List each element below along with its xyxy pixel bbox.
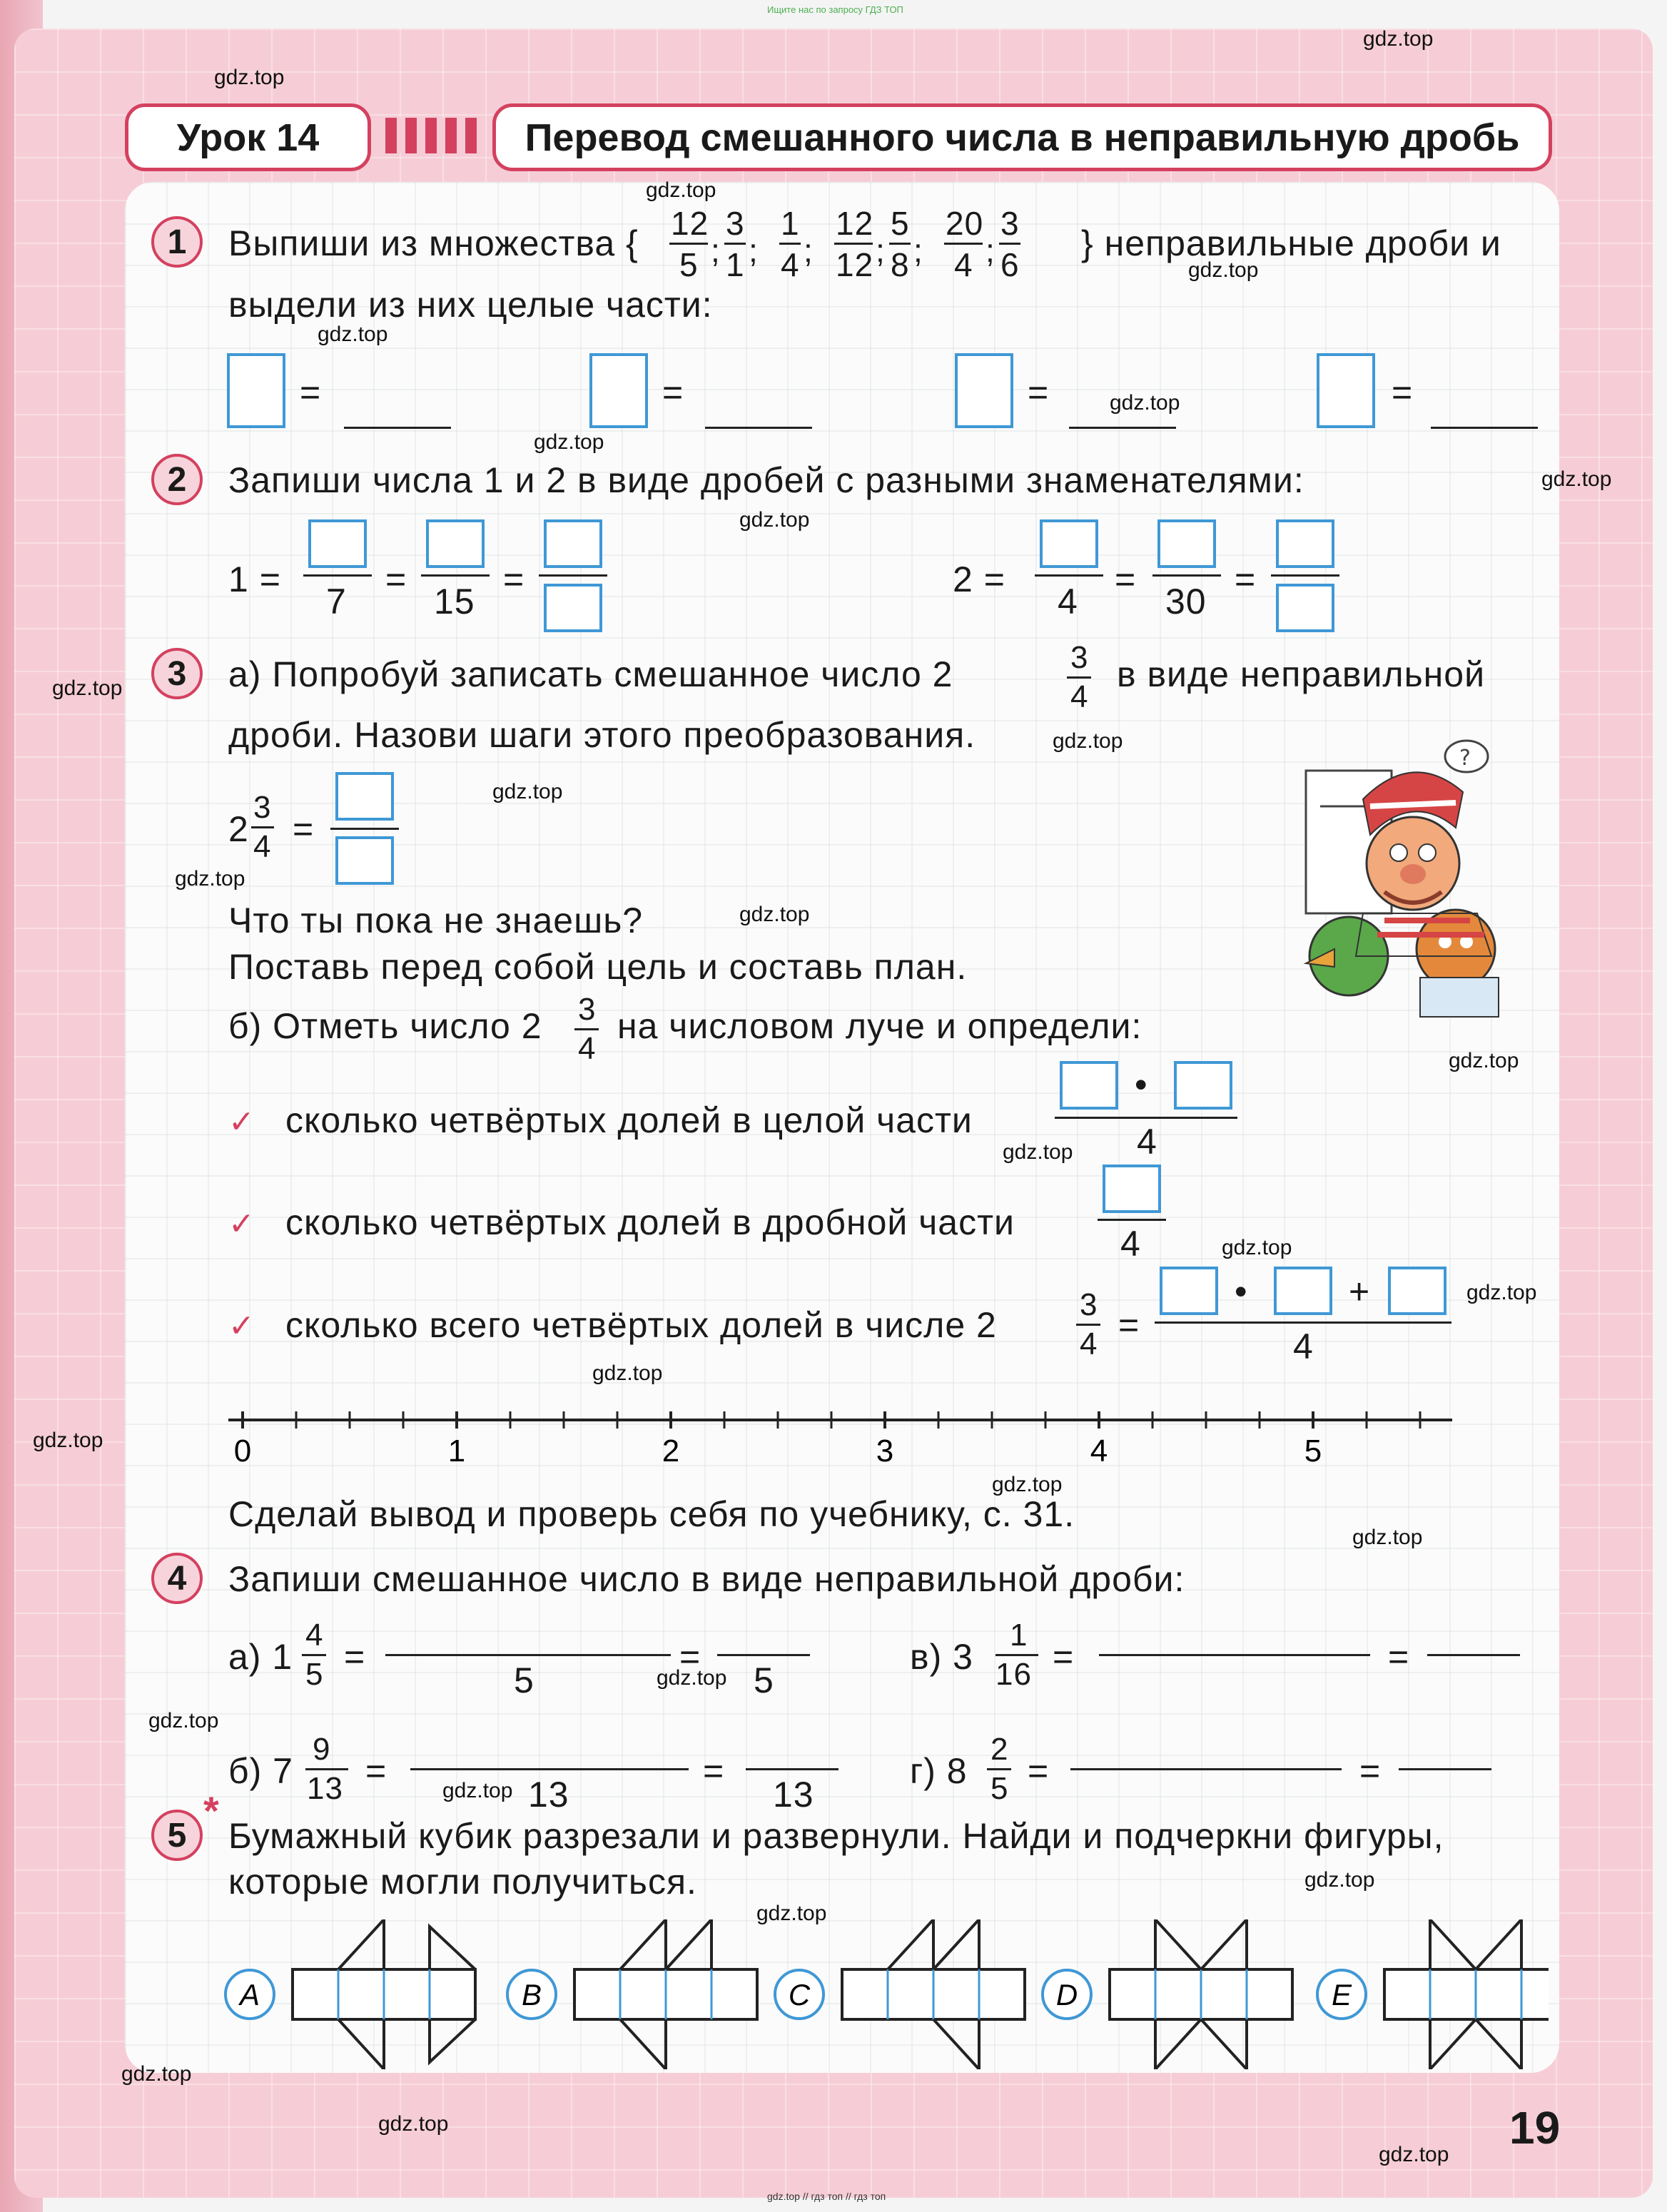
option-label: A	[239, 1978, 260, 2011]
equals-sign: =	[1388, 1637, 1410, 1677]
fraction-bar	[669, 243, 708, 245]
one-equals: 1 =	[228, 559, 281, 599]
ray-label: 2	[662, 1434, 680, 1463]
task3-b-text-end: на числовом луче и определи:	[617, 1006, 1142, 1046]
set-numerator: 1	[781, 205, 800, 242]
answer-box-1b[interactable]	[589, 353, 648, 428]
net-flap	[1476, 1919, 1521, 1969]
net-flap	[1476, 2019, 1521, 2069]
numerator-box[interactable]	[1174, 1061, 1232, 1110]
watermark: gdz.top	[1053, 729, 1123, 753]
equals-sign: =	[1359, 1751, 1382, 1791]
ray-label: 5	[1304, 1434, 1322, 1463]
denominator-15: 15	[434, 582, 475, 622]
multiply-dot: •	[1235, 1272, 1248, 1312]
fraction-bar	[1271, 574, 1339, 577]
numerator-box[interactable]	[426, 519, 485, 568]
equals-sign: =	[1118, 1305, 1140, 1345]
answer-line-v2[interactable]	[1427, 1654, 1520, 1656]
denominator-5: 5	[754, 1660, 774, 1700]
task1-text-line2: выдели из них целые части:	[228, 285, 713, 325]
answer-line-1a[interactable]	[344, 427, 451, 429]
net-flap	[620, 2019, 666, 2069]
equals-sign: =	[365, 1751, 387, 1791]
multiply-dot: •	[1135, 1065, 1148, 1105]
answer-box-1a[interactable]	[227, 353, 285, 428]
number-ray[interactable]	[228, 1399, 1456, 1463]
mixed-whole: 2	[228, 809, 249, 849]
answer-line-1c[interactable]	[1069, 427, 1176, 429]
cube-nets	[221, 1919, 1549, 2069]
mixed-numerator: 4	[305, 1618, 324, 1653]
set-denominator: 6	[1000, 246, 1020, 283]
task5-text-line1: Бумажный кубик разрезали и развернули. Найди и подчеркни фигуры,	[228, 1816, 1444, 1856]
set-numerator: 3	[726, 205, 745, 242]
answer-line-v[interactable]	[1099, 1654, 1370, 1656]
watermark: gdz.top	[1003, 1140, 1073, 1164]
set-separator: ;	[804, 232, 814, 269]
watermark: gdz.top	[318, 323, 388, 346]
numerator-box[interactable]	[1160, 1267, 1218, 1315]
task4-text: Запиши смешанное число в виде неправильной дроби:	[228, 1559, 1185, 1599]
equals-sign: =	[1235, 559, 1257, 599]
set-denominator: 4	[781, 246, 800, 283]
equals-sign: =	[679, 1637, 701, 1677]
set-numerator: 5	[891, 205, 910, 242]
denominator-box[interactable]	[335, 836, 394, 885]
equals-sign: =	[1115, 559, 1137, 599]
watermark: gdz.top	[1352, 1526, 1423, 1549]
set-separator: ;	[711, 232, 721, 269]
fraction-bar	[995, 1654, 1038, 1656]
numerator-box[interactable]	[1274, 1267, 1332, 1315]
goal-text: Поставь перед собой цель и составь план.	[228, 947, 968, 987]
total-parts-question: сколько всего четвёртых долей в числе 2	[285, 1305, 997, 1345]
task3-a-line2: дроби. Назови шаги этого преобразования.	[228, 715, 976, 755]
watermark: gdz.top	[592, 1361, 663, 1385]
equals-sign: =	[503, 559, 525, 599]
set-denominator: 1	[726, 246, 745, 283]
option-label: E	[1331, 1978, 1352, 2011]
mixed-numerator: 2	[990, 1732, 1009, 1767]
fraction-bar	[539, 574, 607, 577]
denominator-7: 7	[326, 582, 347, 622]
fraction-bar	[889, 243, 911, 245]
mixed-denominator: 4	[1070, 679, 1089, 714]
watermark: gdz.top	[992, 1473, 1063, 1496]
watermark: gdz.top	[214, 66, 285, 89]
set-numerator: 3	[1000, 205, 1020, 242]
net-flap	[430, 1927, 475, 1969]
item-b-label: б) 7	[228, 1751, 293, 1791]
net-option-d[interactable]	[1043, 1919, 1292, 2069]
answer-line-g[interactable]	[1070, 1768, 1342, 1770]
equals-sign: =	[1392, 372, 1414, 412]
watermark: gdz.top	[1304, 1868, 1375, 1892]
net-flap	[1430, 1919, 1476, 1969]
set-denominator: 4	[954, 246, 973, 283]
footer-note: gdz.top // гдз топ // гдз топ	[767, 2191, 886, 2202]
fraction-bar	[251, 826, 274, 828]
task3-b-text: б) Отметь число 2	[228, 1006, 542, 1046]
item-g-label: г) 8	[910, 1751, 968, 1791]
net-option-b[interactable]	[507, 1919, 757, 2069]
answer-box-1d[interactable]	[1317, 353, 1375, 428]
check-icon: ✓	[228, 1309, 255, 1344]
watermark: gdz.top	[33, 1429, 103, 1452]
mixed-numerator: 3	[1080, 1287, 1098, 1322]
fraction-bar	[1035, 574, 1103, 577]
fraction-bar	[574, 1028, 599, 1030]
fraction-bar	[1155, 1321, 1451, 1324]
fraction-bar	[944, 243, 983, 245]
mixed-denominator: 5	[305, 1657, 324, 1692]
net-flap	[666, 1919, 711, 1969]
task1-text-start: Выпиши из множества {	[228, 223, 639, 263]
fraction-bar	[1098, 1219, 1166, 1221]
set-denominator: 12	[836, 246, 874, 283]
set-numerator: 12	[671, 205, 709, 242]
watermark: gdz.top	[1379, 2143, 1449, 2166]
equals-sign: =	[344, 1637, 366, 1677]
lesson-title: Перевод смешанного числа в неправильную дробь	[492, 103, 1552, 171]
question-text: Что ты пока не знаешь?	[228, 900, 644, 940]
set-numerator: 20	[946, 205, 984, 242]
denominator-4: 4	[1120, 1224, 1141, 1264]
task5-text-line2: которые могли получиться.	[228, 1862, 697, 1902]
numerator-box[interactable]	[1060, 1061, 1118, 1110]
fraction-bar	[330, 828, 399, 830]
watermark: gdz.top	[534, 430, 604, 454]
numerator-box[interactable]	[544, 519, 602, 568]
mixed-numerator: 1	[1010, 1618, 1028, 1653]
equals-sign: =	[385, 559, 407, 599]
denominator-box[interactable]	[1276, 584, 1334, 632]
fraction-bar	[1076, 1324, 1100, 1326]
answer-line-a[interactable]	[385, 1654, 671, 1656]
denominator-box[interactable]	[544, 584, 602, 632]
fraction-bar	[1152, 574, 1221, 577]
numerator-box[interactable]	[1103, 1165, 1161, 1213]
net-flap	[430, 2019, 475, 2062]
answer-line-b[interactable]	[410, 1768, 689, 1770]
set-denominator: 8	[891, 246, 910, 283]
denominator-5: 5	[514, 1660, 534, 1700]
denominator-4: 4	[1058, 582, 1078, 622]
header-stripes	[385, 118, 485, 153]
star-icon: *	[203, 1788, 219, 1833]
numerator-box[interactable]	[335, 772, 394, 821]
equals-sign: =	[1028, 372, 1050, 412]
equals-sign: =	[662, 372, 684, 412]
task-number-2: 2	[151, 454, 203, 505]
watermark: gdz.top	[148, 1709, 219, 1732]
net-flap	[1201, 1919, 1247, 1969]
mixed-denominator: 4	[578, 1031, 597, 1066]
denominator-4: 4	[1137, 1122, 1157, 1162]
watermark: gdz.top	[492, 780, 563, 803]
watermark: gdz.top	[646, 178, 716, 202]
lesson-label: Урок 14	[125, 103, 371, 171]
set-separator: ;	[985, 232, 995, 269]
numerator-box[interactable]	[308, 519, 367, 568]
net-option-a[interactable]	[226, 1919, 475, 2069]
watermark: gdz.top	[442, 1779, 513, 1802]
answer-line-1d[interactable]	[1431, 427, 1538, 429]
svg-text:?: ?	[1459, 746, 1471, 771]
conclusion-text: Сделай вывод и проверь себя по учебнику, с. 31.	[228, 1494, 1075, 1534]
option-label: D	[1055, 1978, 1078, 2011]
equals-sign: =	[703, 1751, 725, 1791]
mixed-denominator: 4	[1080, 1326, 1098, 1361]
answer-line-b2[interactable]	[746, 1768, 838, 1770]
task-number-3: 3	[151, 648, 203, 699]
net-option-e[interactable]	[1317, 1919, 1549, 2069]
page-number: 19	[1509, 2102, 1561, 2153]
denominator-13: 13	[773, 1775, 814, 1815]
answer-line-a2[interactable]	[717, 1654, 810, 1656]
mixed-numerator: 3	[578, 992, 597, 1027]
watermark: gdz.top	[739, 508, 810, 532]
mixed-denominator: 13	[307, 1771, 343, 1806]
task3-a-text-end: в виде неправильной	[1117, 654, 1485, 694]
mixed-numerator: 3	[253, 790, 272, 825]
watermark: gdz.top	[52, 676, 123, 700]
mixed-denominator: 5	[990, 1771, 1009, 1806]
task2-text: Запиши числа 1 и 2 в виде дробей с разными знаменателями:	[228, 460, 1304, 500]
net-flap	[933, 1919, 979, 1969]
option-label: C	[788, 1978, 811, 2011]
fraction-bar	[1055, 1117, 1237, 1119]
net-flap	[1201, 2019, 1247, 2069]
fraction-set	[671, 207, 1070, 285]
task-number-1: 1	[151, 216, 203, 268]
task1-text-end: } неправильные дроби и	[1081, 223, 1501, 263]
watermark: gdz.top	[1541, 467, 1612, 491]
answer-box-1c[interactable]	[955, 353, 1013, 428]
plus-sign: +	[1349, 1272, 1371, 1312]
numerator-box[interactable]	[1040, 519, 1098, 568]
fraction-bar	[302, 1654, 326, 1656]
set-separator: ;	[913, 232, 923, 269]
set-separator: ;	[749, 232, 759, 269]
net-flap	[888, 1919, 933, 1969]
item-a-label: а) 1	[228, 1637, 293, 1677]
equals-sign: =	[1053, 1637, 1075, 1677]
task-number-5: 5	[151, 1810, 203, 1861]
whole-part-question: сколько четвёртых долей в целой части	[285, 1100, 973, 1140]
net-flap	[1155, 2019, 1201, 2069]
option-label: B	[521, 1978, 542, 2011]
item-v-label: в) 3	[910, 1637, 973, 1677]
mixed-numerator: 9	[313, 1732, 331, 1767]
set-denominator: 5	[679, 246, 699, 283]
watermark: gdz.top	[1110, 391, 1180, 415]
top-note: Ищите нас по запросу ГДЗ ТОП	[767, 4, 903, 15]
mixed-denominator: 16	[995, 1657, 1032, 1692]
fraction-bar	[303, 574, 372, 577]
fraction-bar	[305, 1768, 348, 1770]
answer-line-g2[interactable]	[1399, 1768, 1491, 1770]
ray-label: 4	[1090, 1434, 1108, 1463]
equals-sign: =	[300, 372, 322, 412]
fraction-bar	[834, 243, 873, 245]
fraction-bar	[987, 1768, 1011, 1770]
ray-label: 3	[876, 1434, 894, 1463]
net-flap	[933, 2019, 979, 2069]
denominator-30: 30	[1165, 582, 1207, 622]
denominator-4: 4	[1293, 1326, 1314, 1366]
ray-label: 1	[447, 1434, 466, 1463]
check-icon: ✓	[228, 1105, 255, 1140]
net-strip	[1384, 1969, 1549, 2019]
fraction-bar	[999, 243, 1020, 245]
watermark: gdz.top	[378, 2112, 449, 2136]
net-flap	[1430, 2019, 1476, 2069]
watermark: gdz.top	[1466, 1281, 1537, 1304]
numerator-box[interactable]	[1157, 519, 1216, 568]
net-flap	[338, 1919, 384, 1969]
watermark: gdz.top	[756, 1902, 827, 1925]
watermark: gdz.top	[121, 2062, 192, 2086]
answer-line-1b[interactable]	[705, 427, 812, 429]
mixed-denominator: 4	[253, 829, 272, 864]
watermark: gdz.top	[1222, 1236, 1292, 1259]
fraction-bar	[724, 243, 746, 245]
equals-sign: =	[1028, 1751, 1050, 1791]
watermark: gdz.top	[175, 867, 245, 891]
net-flap	[1155, 1919, 1201, 1969]
net-option-c[interactable]	[775, 1919, 1025, 2069]
task-number-4: 4	[151, 1553, 203, 1604]
fraction-bar	[1067, 676, 1091, 679]
watermark: gdz.top	[1449, 1049, 1519, 1072]
numerator-box[interactable]	[1276, 519, 1334, 568]
set-separator: ;	[876, 232, 886, 269]
task3-a-text: а) Попробуй записать смешанное число 2	[228, 654, 953, 694]
denominator-13: 13	[528, 1775, 569, 1815]
ray-label: 0	[233, 1434, 252, 1463]
fraction-bar	[421, 574, 490, 577]
numerator-box[interactable]	[1388, 1267, 1446, 1315]
watermark: gdz.top	[1188, 258, 1259, 282]
watermark: gdz.top	[739, 903, 810, 926]
net-flap	[338, 2019, 384, 2069]
fraction-part-question: сколько четвёртых долей в дробной части	[285, 1202, 1015, 1242]
net-flap	[620, 1919, 666, 1969]
watermark: gdz.top	[657, 1666, 727, 1690]
mixed-numerator: 3	[1070, 640, 1089, 675]
fraction-bar	[779, 243, 801, 245]
two-equals: 2 =	[953, 559, 1005, 599]
set-numerator: 12	[836, 205, 874, 242]
watermark: gdz.top	[1363, 27, 1434, 51]
check-icon: ✓	[228, 1207, 255, 1242]
equals-sign: =	[293, 809, 315, 849]
pirate-illustration	[1277, 721, 1549, 1020]
